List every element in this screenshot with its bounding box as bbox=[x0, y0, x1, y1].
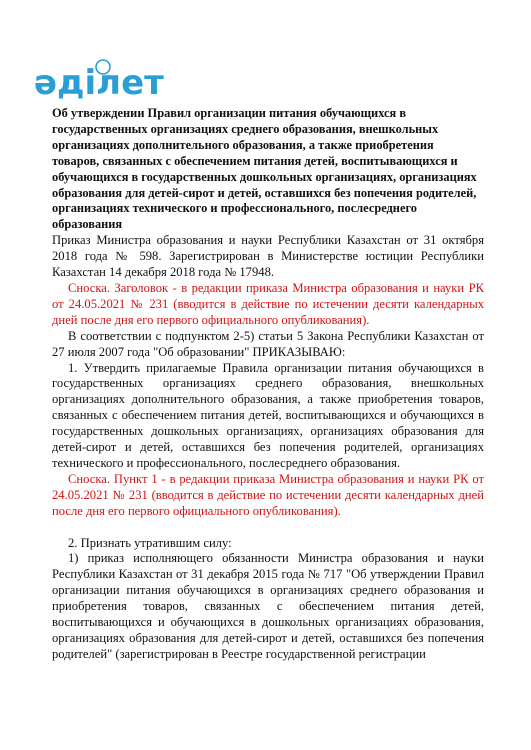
item-2-1: 1) приказ исполняющего обязанности Министра образования и науки Республики Казахстан от 31 декабря 2015 года № 717 "Об утверждении Правил организации питания обучающихся в организациях среднего образования и приобретения товаров, связанных с обеспечением питания детей, воспитывающихся и обучающихся в дошкольных организациях образования, организациях образования для детей-сирот и детей, оставшихся без попечения родителей" (зарегистрирован в Реестре государственной регистрации bbox=[52, 551, 484, 661]
item-1: 1. Утвердить прилагаемые Правила организации питания обучающихся в государственных организациях среднего образования, внешкольных организациях дополнительного образования, а также приобретения товаров, связанных с обеспечением питания детей, воспитывающихся и обучающихся в государственных дошкольных организациях, организациях образования для детей-сирот и детей, оставшихся без попечения родителей, организациях технического и профессионального, послесреднего образования. bbox=[52, 360, 484, 470]
adilet-logo bbox=[32, 58, 164, 104]
document-body bbox=[52, 106, 484, 663]
order-info: Приказ Министра образования и науки Республики Казахстан от 31 октября 2018 года № 598. Зарегистрирован в Министерстве юстиции Республики Казахстан 14 декабря 2018 года № 17948. bbox=[52, 233, 484, 280]
footnote-item-1: Сноска. Пункт 1 - в редакции приказа Министра образования и науки РК от 24.05.2021 № 231 (вводится в действие по истечении десяти календарных дней после дня его первого официального опубликования). bbox=[52, 471, 484, 518]
footnote-title: Сноска. Заголовок - в редакции приказа Министра образования и науки РК от 24.05.2021 № 231 (вводится в действие по истечении десяти календарных дней после дня его первого официального опубликования). bbox=[52, 280, 484, 327]
logo-text: әділет bbox=[34, 63, 164, 103]
preamble: В соответствии с подпунктом 2-5) статьи 5 Закона Республики Казахстан от 27 июля 2007 года "Об образовании" ПРИКАЗЫВАЮ: bbox=[52, 328, 484, 359]
item-2: 2. Признать утратившим силу: bbox=[68, 535, 232, 550]
spacer bbox=[52, 520, 484, 536]
document-title: Об утверждении Правил организации питания обучающихся в государственных организациях среднего образования, внешкольных организациях дополнительного образования, а также приобретения товаров, связанных с обеспечением питания детей, воспитывающихся и обучающихся в государственных дошкольных организациях, организациях образования для детей-сирот и детей, оставшихся без попечения родителей, организациях технического и профессионального, послесреднего образования bbox=[52, 106, 477, 232]
